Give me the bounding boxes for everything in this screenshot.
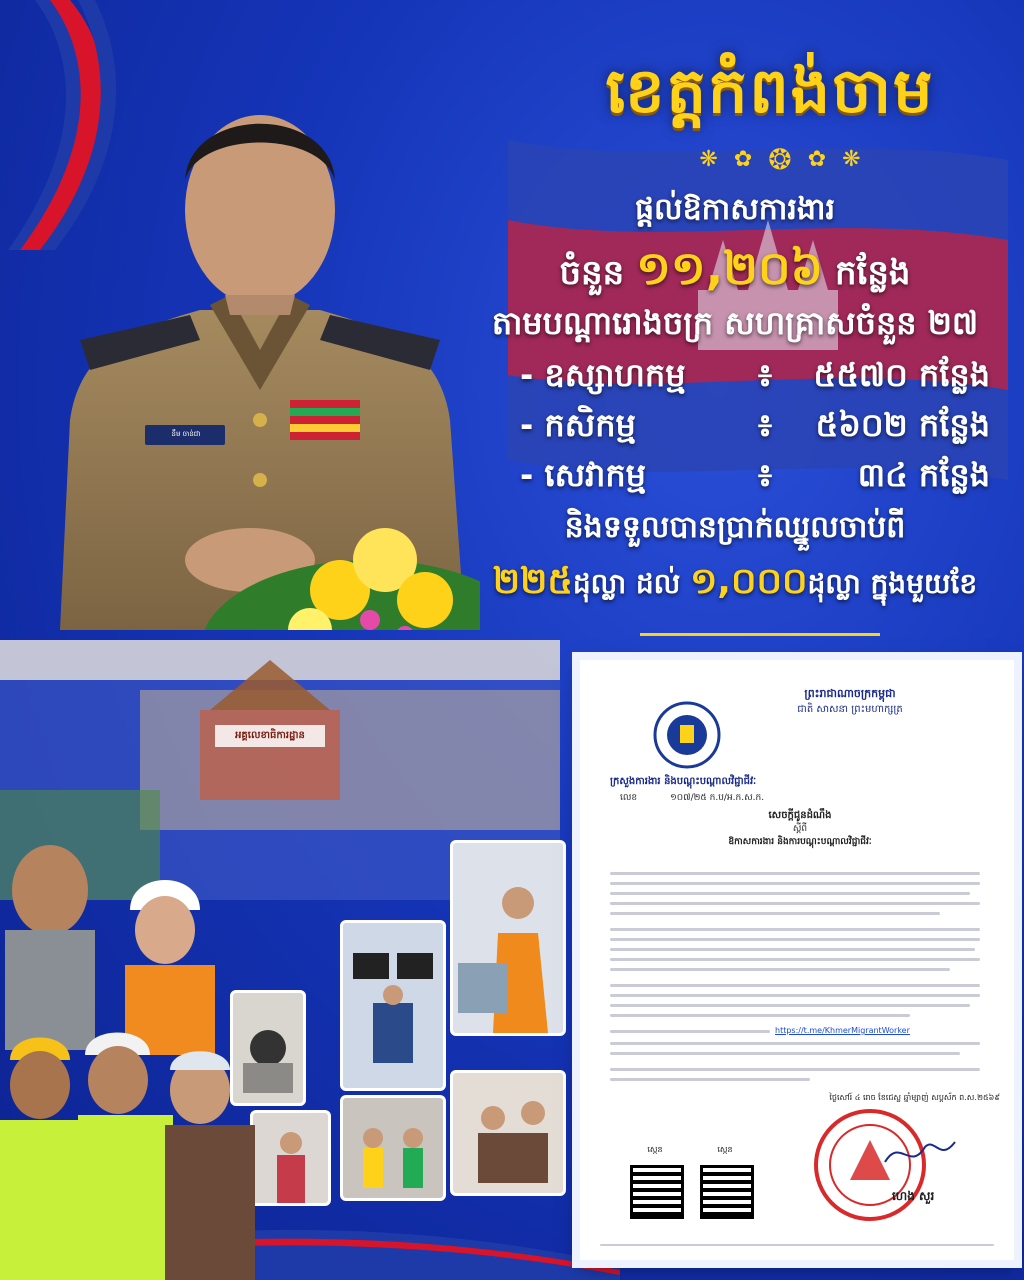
sector-separator: ៖ xyxy=(757,406,773,444)
qr-label: ស្កេន xyxy=(647,1145,663,1154)
notice-title: សេចក្តីជូនដំណឹង xyxy=(768,810,832,821)
announcement-line-2 xyxy=(470,240,1000,307)
officer-portrait xyxy=(40,90,480,630)
photo-tile-workers xyxy=(340,1095,446,1201)
name-tag: នឹម ចាន់ជា xyxy=(171,430,201,438)
ministry-seal-icon xyxy=(652,700,722,770)
sector-row xyxy=(520,455,990,502)
flower-ornament-icon: ✿ xyxy=(807,147,827,172)
ref-number: ១០៧/២៥ ក.ប/អ.ក.ស.ក. xyxy=(670,793,765,803)
photo-tile-engineer xyxy=(450,840,566,1036)
sector-separator: ៖ xyxy=(757,356,773,394)
workers-group-photo xyxy=(0,830,270,1280)
jobs-total: ១១,២០៦ xyxy=(636,241,824,295)
jobs-unit: កន្លែង xyxy=(834,253,911,293)
signature-icon xyxy=(880,1132,960,1172)
motto: ជាតិ សាសនា ព្រះមហាក្សត្រ xyxy=(797,704,903,715)
announcement-line-3: តាមបណ្តារោងចក្រ សហគ្រាសចំនួន ២៧ xyxy=(491,304,979,342)
salary-period: ដុល្លា ក្នុងមួយខែ xyxy=(807,567,978,600)
salary-max: ១,០០០ xyxy=(690,561,808,602)
sector-name: - កសិកម្ម xyxy=(520,406,636,444)
kingdom-header: ព្រះរាជាណាចក្រកម្ពុជា xyxy=(804,687,896,700)
sector-name: - សេវាកម្ម xyxy=(520,456,646,494)
salary-range xyxy=(470,558,1000,611)
gate-sign: អគ្គលេខាធិការដ្ឋាន xyxy=(235,730,305,741)
salary-currency: ដុល្លា ដល់ xyxy=(572,567,691,600)
official-notice-document xyxy=(580,660,1014,1260)
flower-ornament-icon: ❂ xyxy=(768,143,792,176)
ref-label: លេខ xyxy=(620,793,638,803)
sector-name: - ឧស្សាហកម្ម xyxy=(520,356,686,394)
qr-code-icon[interactable] xyxy=(700,1165,754,1219)
ministry-name: ក្រសួងការងារ និងបណ្តុះបណ្តាលវិជ្ជាជីវៈ xyxy=(610,776,757,787)
qr-label: ស្កេន xyxy=(717,1145,733,1154)
announcement-line-1: ផ្តល់ឱកាសការងារ xyxy=(635,192,835,227)
date-line: ថ្ងៃសៅរ៍ ៤ រោច ខែជេស្ឋ ឆ្នាំម្សាញ់ សប្តស័ក ព.ស.២៥៦៩ xyxy=(829,1093,1000,1102)
qr-code-icon[interactable] xyxy=(630,1165,684,1219)
flower-ornament-icon: ❋ xyxy=(699,147,718,172)
sector-row xyxy=(520,405,990,452)
telegram-link[interactable]: https://t.me/KhmerMigrantWorker xyxy=(775,1026,910,1035)
sector-row xyxy=(520,355,990,402)
notice-about: ស្តីពី xyxy=(792,824,808,834)
sector-value: ៣៤ កន្លែង xyxy=(857,456,990,494)
salary-min: ២២៥ xyxy=(492,561,573,602)
gold-divider xyxy=(640,633,880,636)
flower-ornament-icon: ✿ xyxy=(733,147,753,172)
flower-ornament-icon: ❋ xyxy=(842,147,861,172)
photo-tile-computer-lab xyxy=(340,920,446,1091)
photo-tile-bakery xyxy=(450,1070,566,1196)
salary-intro: និងទទួលបានប្រាក់ឈ្នួលចាប់ពី xyxy=(564,510,906,545)
ornament-row xyxy=(660,143,900,176)
province-title: ខេត្តកំពង់ចាម xyxy=(605,54,935,127)
jobs-label: ចំនួន xyxy=(559,253,625,293)
sector-value: ៥៦០២ កន្លែង xyxy=(815,406,990,444)
notice-subject: ឱកាសការងារ និងការបណ្តុះបណ្តាលវិជ្ជាជីវៈ xyxy=(728,837,872,847)
sector-separator: ៖ xyxy=(757,456,773,494)
sector-value: ៥៥៧០ កន្លែង xyxy=(813,356,990,394)
signer-name: ហេង សួរ xyxy=(892,1189,935,1203)
